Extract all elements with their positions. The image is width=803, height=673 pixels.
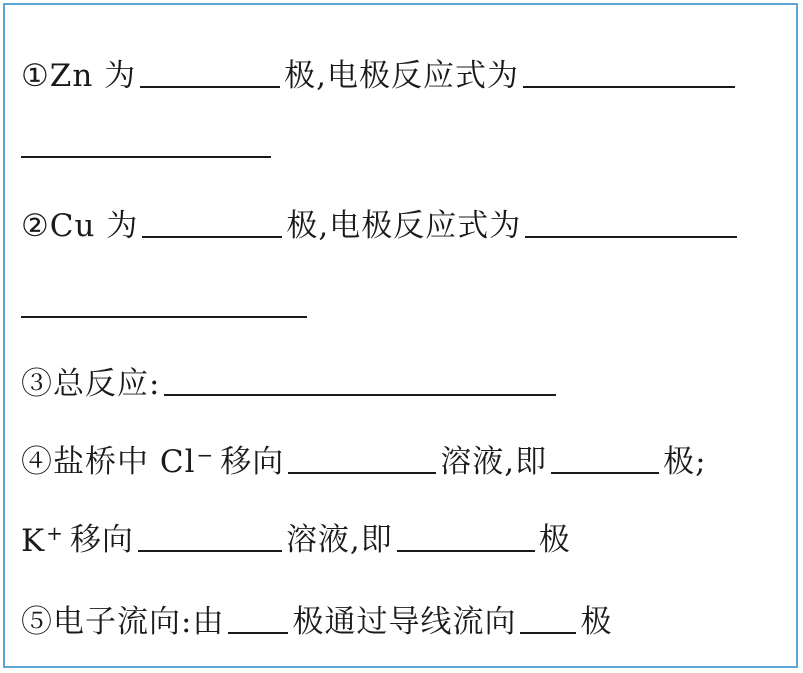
item-1-reaction-blank[interactable] [523, 85, 735, 88]
item-5-line [21, 593, 612, 641]
item-4b-line [21, 511, 571, 559]
item-4-mid2: 溶液,即 [440, 444, 548, 480]
item-4b-mid1: 移向 [69, 522, 134, 558]
item-2-lead: ②Cu 为 [21, 208, 139, 244]
item-1-continuation-line [21, 117, 275, 165]
item-5-mid: 极通过导线流向 [292, 604, 517, 640]
item-4-mid1: 移向 [220, 444, 285, 480]
item-1-reaction-blank-cont[interactable] [21, 155, 271, 158]
item-3-line [21, 355, 560, 403]
item-2-reaction-blank[interactable] [525, 235, 737, 238]
item-1-line [21, 47, 739, 95]
item-4-charge: − [196, 443, 215, 467]
item-2-mid: 极,电极反应式为 [286, 208, 522, 244]
item-4b-electrode-blank[interactable] [397, 549, 535, 552]
item-2-reaction-blank-cont[interactable] [21, 315, 307, 318]
item-4-lead: ④盐桥中 Cl [21, 444, 196, 480]
item-2-line [21, 197, 741, 245]
item-5-to-blank[interactable] [520, 631, 576, 634]
item-5-end: 极 [580, 604, 613, 640]
item-1-mid: 极,电极反应式为 [284, 58, 520, 94]
item-4-line [21, 433, 707, 481]
item-5-from-blank[interactable] [228, 631, 288, 634]
item-4b-solution-blank[interactable] [138, 549, 282, 552]
item-5-lead: ⑤电子流向:由 [21, 604, 225, 640]
question-box [3, 3, 798, 668]
item-2-continuation-line [21, 277, 311, 325]
item-4-end: 极; [663, 444, 707, 480]
item-4-solution-blank[interactable] [288, 471, 436, 474]
item-2-electrode-blank[interactable] [142, 235, 282, 238]
item-1-electrode-blank[interactable] [140, 85, 280, 88]
item-4b-end: 极 [538, 522, 571, 558]
item-4b-lead: K [21, 523, 46, 559]
item-4b-charge: + [46, 521, 64, 545]
item-4-electrode-blank[interactable] [551, 471, 659, 474]
item-3-overall-blank[interactable] [164, 393, 556, 396]
item-1-lead: ①Zn 为 [21, 58, 137, 94]
item-3-lead: ③总反应: [21, 366, 161, 402]
item-4b-mid2: 溶液,即 [285, 522, 393, 558]
